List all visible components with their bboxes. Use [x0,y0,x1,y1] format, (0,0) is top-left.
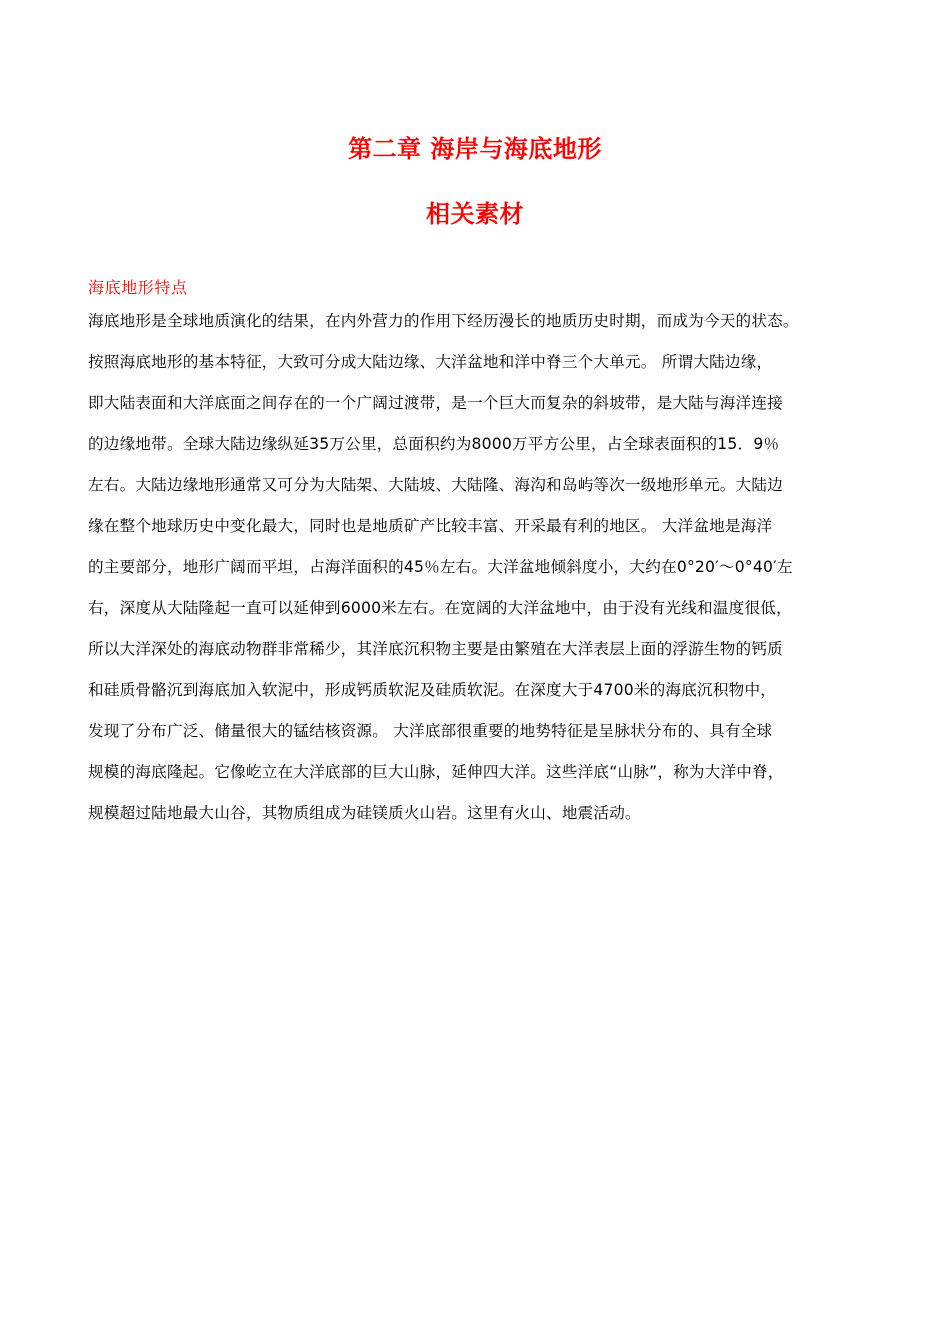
body-line: 按照海底地形的基本特征，大致可分成大陆边缘、大洋盆地和洋中脊三个大单元。 所谓大陆边缘， [88,353,773,371]
body-line: 左右。大陆边缘地形通常又可分为大陆架、大陆坡、大陆隆、海沟和岛屿等次一级地形单元。大陆边 [88,476,783,494]
body-line: 海底地形是全球地质演化的结果，在内外营力的作用下经历漫长的地质历史时期，而成为今天的状态。 [88,312,799,330]
body-line: 缘在整个地球历史中变化最大，同时也是地质矿产比较丰富、开采最有利的地区。 大洋盆地是海洋 [88,517,773,535]
section-heading: 海底地形特点 [88,278,188,297]
body-line: 的主要部分，地形广阔而平坦，占海洋面积的45％左右。大洋盆地倾斜度小，大约在0°20′～0°40′左 [88,558,793,576]
body-line: 所以大洋深处的海底动物群非常稀少，其洋底沉积物主要是由繁殖在大洋表层上面的浮游生物的钙质 [88,640,783,658]
body-paragraph [88,310,868,843]
body-line: 规模的海底隆起。它像屹立在大洋底部的巨大山脉，延伸四大洋。这些洋底“山脉”，称为大洋中脊， [88,763,784,781]
body-line: 右，深度从大陆隆起一直可以延伸到6000米左右。在宽阔的大洋盆地中，由于没有光线和温度很低， [88,599,792,617]
body-line: 的边缘地带。全球大陆边缘纵延35万公里，总面积约为8000万平方公里，占全球表面积的15．9％ [88,435,780,453]
body-line: 发现了分布广泛、储量很大的锰结核资源。 大洋底部很重要的地势特征是呈脉状分布的、具有全球 [88,722,773,740]
chapter-subtitle: 相关素材 [426,200,524,228]
body-line: 规模超过陆地最大山谷，其物质组成为硅镁质火山岩。这里有火山、地震活动。 [88,804,641,822]
body-line: 和硅质骨骼沉到海底加入软泥中，形成钙质软泥及硅质软泥。在深度大于4700米的海底沉积物中， [88,681,777,699]
chapter-title: 第二章 海岸与海底地形 [348,135,602,163]
body-line: 即大陆表面和大洋底面之间存在的一个广阔过渡带，是一个巨大而复杂的斜坡带，是大陆与海洋连接 [88,394,783,412]
